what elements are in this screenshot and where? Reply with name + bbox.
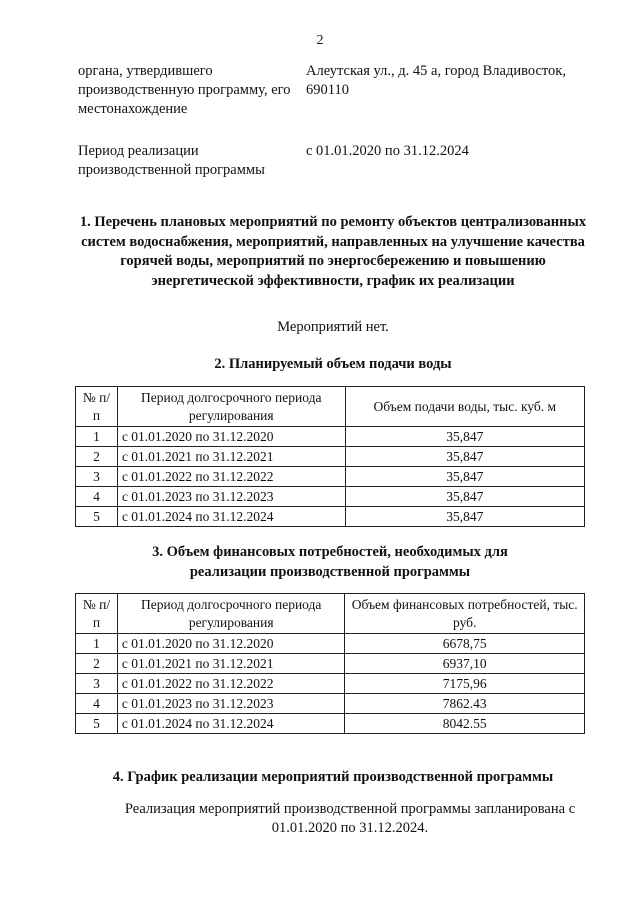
header-num: № п/п — [76, 387, 118, 427]
table-row — [76, 507, 585, 527]
row-period: с 01.01.2022 по 31.12.2022 — [117, 467, 345, 487]
row-volume: 35,847 — [345, 487, 584, 507]
section4-title: 4. График реализации мероприятий производственной программы — [112, 769, 554, 785]
header-num: № п/п — [76, 594, 118, 634]
table-row — [76, 634, 585, 654]
section1-title: 1. Перечень плановых мероприятий по ремонту объектов централизованных систем водоснабжения, мероприятий, направленных на улучшение качества горячей воды, мероприятий по энергосбережению и повышению энергетической эффективности, график их реализации — [79, 214, 587, 289]
row-period: с 01.01.2024 по 31.12.2024 — [117, 714, 345, 734]
table-row — [76, 487, 585, 507]
header-period: Период долгосрочного периода регулирования — [117, 387, 345, 427]
table-row — [76, 694, 585, 714]
row-num: 3 — [76, 467, 118, 487]
row-num: 4 — [76, 487, 118, 507]
row-amount: 7862.43 — [345, 694, 585, 714]
info-label-period: Период реализации производственной программы — [78, 143, 265, 178]
page-number: 2 — [316, 33, 324, 48]
row-num: 5 — [76, 507, 118, 527]
section2-title: 2. Планируемый объем подачи воды — [214, 356, 452, 372]
table-row — [76, 467, 585, 487]
row-num: 4 — [76, 694, 118, 714]
row-period: с 01.01.2020 по 31.12.2020 — [117, 634, 345, 654]
info-value-address: Алеутская ул., д. 45 а, город Владивосток, 690110 — [306, 63, 566, 98]
header-period: Период долгосрочного периода регулирования — [117, 594, 345, 634]
row-num: 5 — [76, 714, 118, 734]
row-num: 1 — [76, 634, 118, 654]
row-amount: 6937,10 — [345, 654, 585, 674]
table-header-row — [76, 594, 585, 634]
row-period: с 01.01.2021 по 31.12.2021 — [117, 447, 345, 467]
row-period: с 01.01.2020 по 31.12.2020 — [117, 427, 345, 447]
row-amount: 7175,96 — [345, 674, 585, 694]
row-volume: 35,847 — [345, 507, 584, 527]
row-volume: 35,847 — [345, 427, 584, 447]
row-num: 2 — [76, 447, 118, 467]
row-volume: 35,847 — [345, 447, 584, 467]
row-period: с 01.01.2022 по 31.12.2022 — [117, 674, 345, 694]
section1-text: Мероприятий нет. — [277, 319, 389, 335]
info-label-organ: органа, утвердившего производственную программу, его местонахождение — [78, 63, 291, 117]
row-amount: 6678,75 — [345, 634, 585, 654]
row-period: с 01.01.2024 по 31.12.2024 — [117, 507, 345, 527]
row-amount: 8042.55 — [345, 714, 585, 734]
financial-needs-table — [75, 593, 585, 734]
section4-text: Реализация мероприятий производственной программы запланирована с 01.01.2020 по 31.12.2024. — [124, 801, 576, 836]
row-num: 1 — [76, 427, 118, 447]
header-amount: Объем финансовых потребностей, тыс. руб. — [345, 594, 585, 634]
table-row — [76, 654, 585, 674]
water-volume-table — [75, 386, 585, 527]
row-period: с 01.01.2023 по 31.12.2023 — [117, 487, 345, 507]
row-num: 3 — [76, 674, 118, 694]
row-period: с 01.01.2021 по 31.12.2021 — [117, 654, 345, 674]
section3-title: 3. Объем финансовых потребностей, необходимых для реализации производственной программы — [152, 544, 508, 580]
row-volume: 35,847 — [345, 467, 584, 487]
table-row — [76, 447, 585, 467]
table-header-row — [76, 387, 585, 427]
row-period: с 01.01.2023 по 31.12.2023 — [117, 694, 345, 714]
table-row — [76, 674, 585, 694]
info-value-period: с 01.01.2020 по 31.12.2024 — [306, 143, 469, 159]
header-volume: Объем подачи воды, тыс. куб. м — [345, 387, 584, 427]
row-num: 2 — [76, 654, 118, 674]
table-row — [76, 427, 585, 447]
table-row — [76, 714, 585, 734]
